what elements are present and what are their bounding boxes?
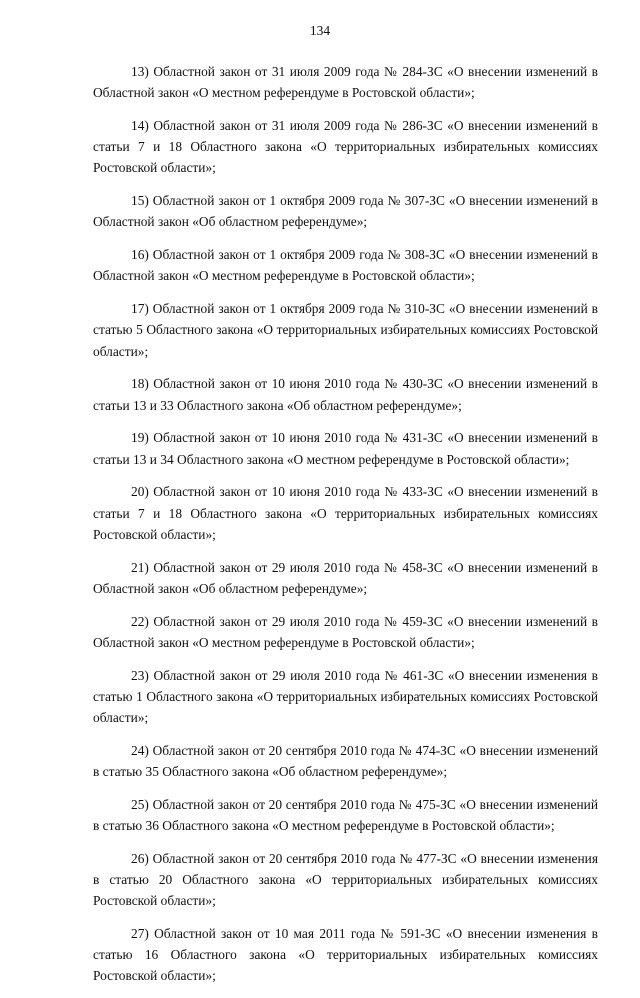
list-item: 16) Областной закон от 1 октября 2009 года № 308-ЗС «О внесении изменений в Областной закон «О местном референдуме в Ростовской области»; bbox=[93, 247, 598, 284]
list-item: 22) Областной закон от 29 июля 2010 года № 459-ЗС «О внесении изменений в Областной закон «О местном референдуме в Ростовской области»; bbox=[93, 613, 598, 650]
list-item: 25) Областной закон от 20 сентября 2010 года № 475-ЗС «О внесении изменений в статью 36 Областного закона «О местном референдуме в Ростовской области»; bbox=[93, 796, 598, 834]
list-item: 27) Областной закон от 10 мая 2011 года № 591-ЗС «О внесении изменения в статью 16 Областного закона «О территориальных избирательных комиссиях Ростовской области»; bbox=[93, 926, 598, 984]
list-item: 19) Областной закон от 10 июня 2010 года № 431-ЗС «О внесении изменений в статьи 13 и 34 Областного закона «О местном референдуме в Ростовской области»; bbox=[93, 430, 598, 467]
list-item: 18) Областной закон от 10 июня 2010 года № 430-ЗС «О внесении изменений в статьи 13 и 33 Областного закона «Об областном референдуме»; bbox=[93, 376, 598, 413]
list-item: 13) Областной закон от 31 июля 2009 года № 284-ЗС «О внесении изменений в Областной закон «О местном референдуме в Ростовской области»; bbox=[93, 64, 598, 101]
list-item: 20) Областной закон от 10 июня 2010 года № 433-ЗС «О внесении изменений в статьи 7 и 18 Областного закона «О территориальных избирательных комиссиях Ростовской области»; bbox=[93, 484, 598, 542]
page-number: 134 bbox=[309, 23, 331, 38]
list-item: 26) Областной закон от 20 сентября 2010 года № 477-ЗС «О внесении изменения в статью 20 Областного закона «О территориальных избирательных комиссиях Ростовской области»; bbox=[93, 850, 598, 909]
list-item: 21) Областной закон от 29 июля 2010 года № 458-ЗС «О внесении изменений в Областной закон «Об областном референдуме»; bbox=[93, 559, 598, 596]
law-list bbox=[93, 61, 598, 998]
list-item: 24) Областной закон от 20 сентября 2010 года № 474-ЗС «О внесении изменений в статью 35 Областного закона «Об областном референдуме»; bbox=[93, 742, 598, 780]
list-item: 17) Областной закон от 1 октября 2009 года № 310-ЗС «О внесении изменений в статью 5 Областного закона «О территориальных избирательных комиссиях Ростовской области»; bbox=[93, 301, 598, 359]
list-item: 14) Областной закон от 31 июля 2009 года № 286-ЗС «О внесении изменений в статьи 7 и 18 Областного закона «О территориальных избирательных комиссиях Ростовской области»; bbox=[93, 118, 598, 176]
list-item: 15) Областной закон от 1 октября 2009 года № 307-ЗС «О внесении изменений в Областной закон «Об областном референдуме»; bbox=[93, 193, 598, 230]
list-item: 23) Областной закон от 29 июля 2010 года № 461-ЗС «О внесении изменения в статью 1 Областного закона «О территориальных избирательных комиссиях Ростовской области»; bbox=[93, 667, 598, 726]
